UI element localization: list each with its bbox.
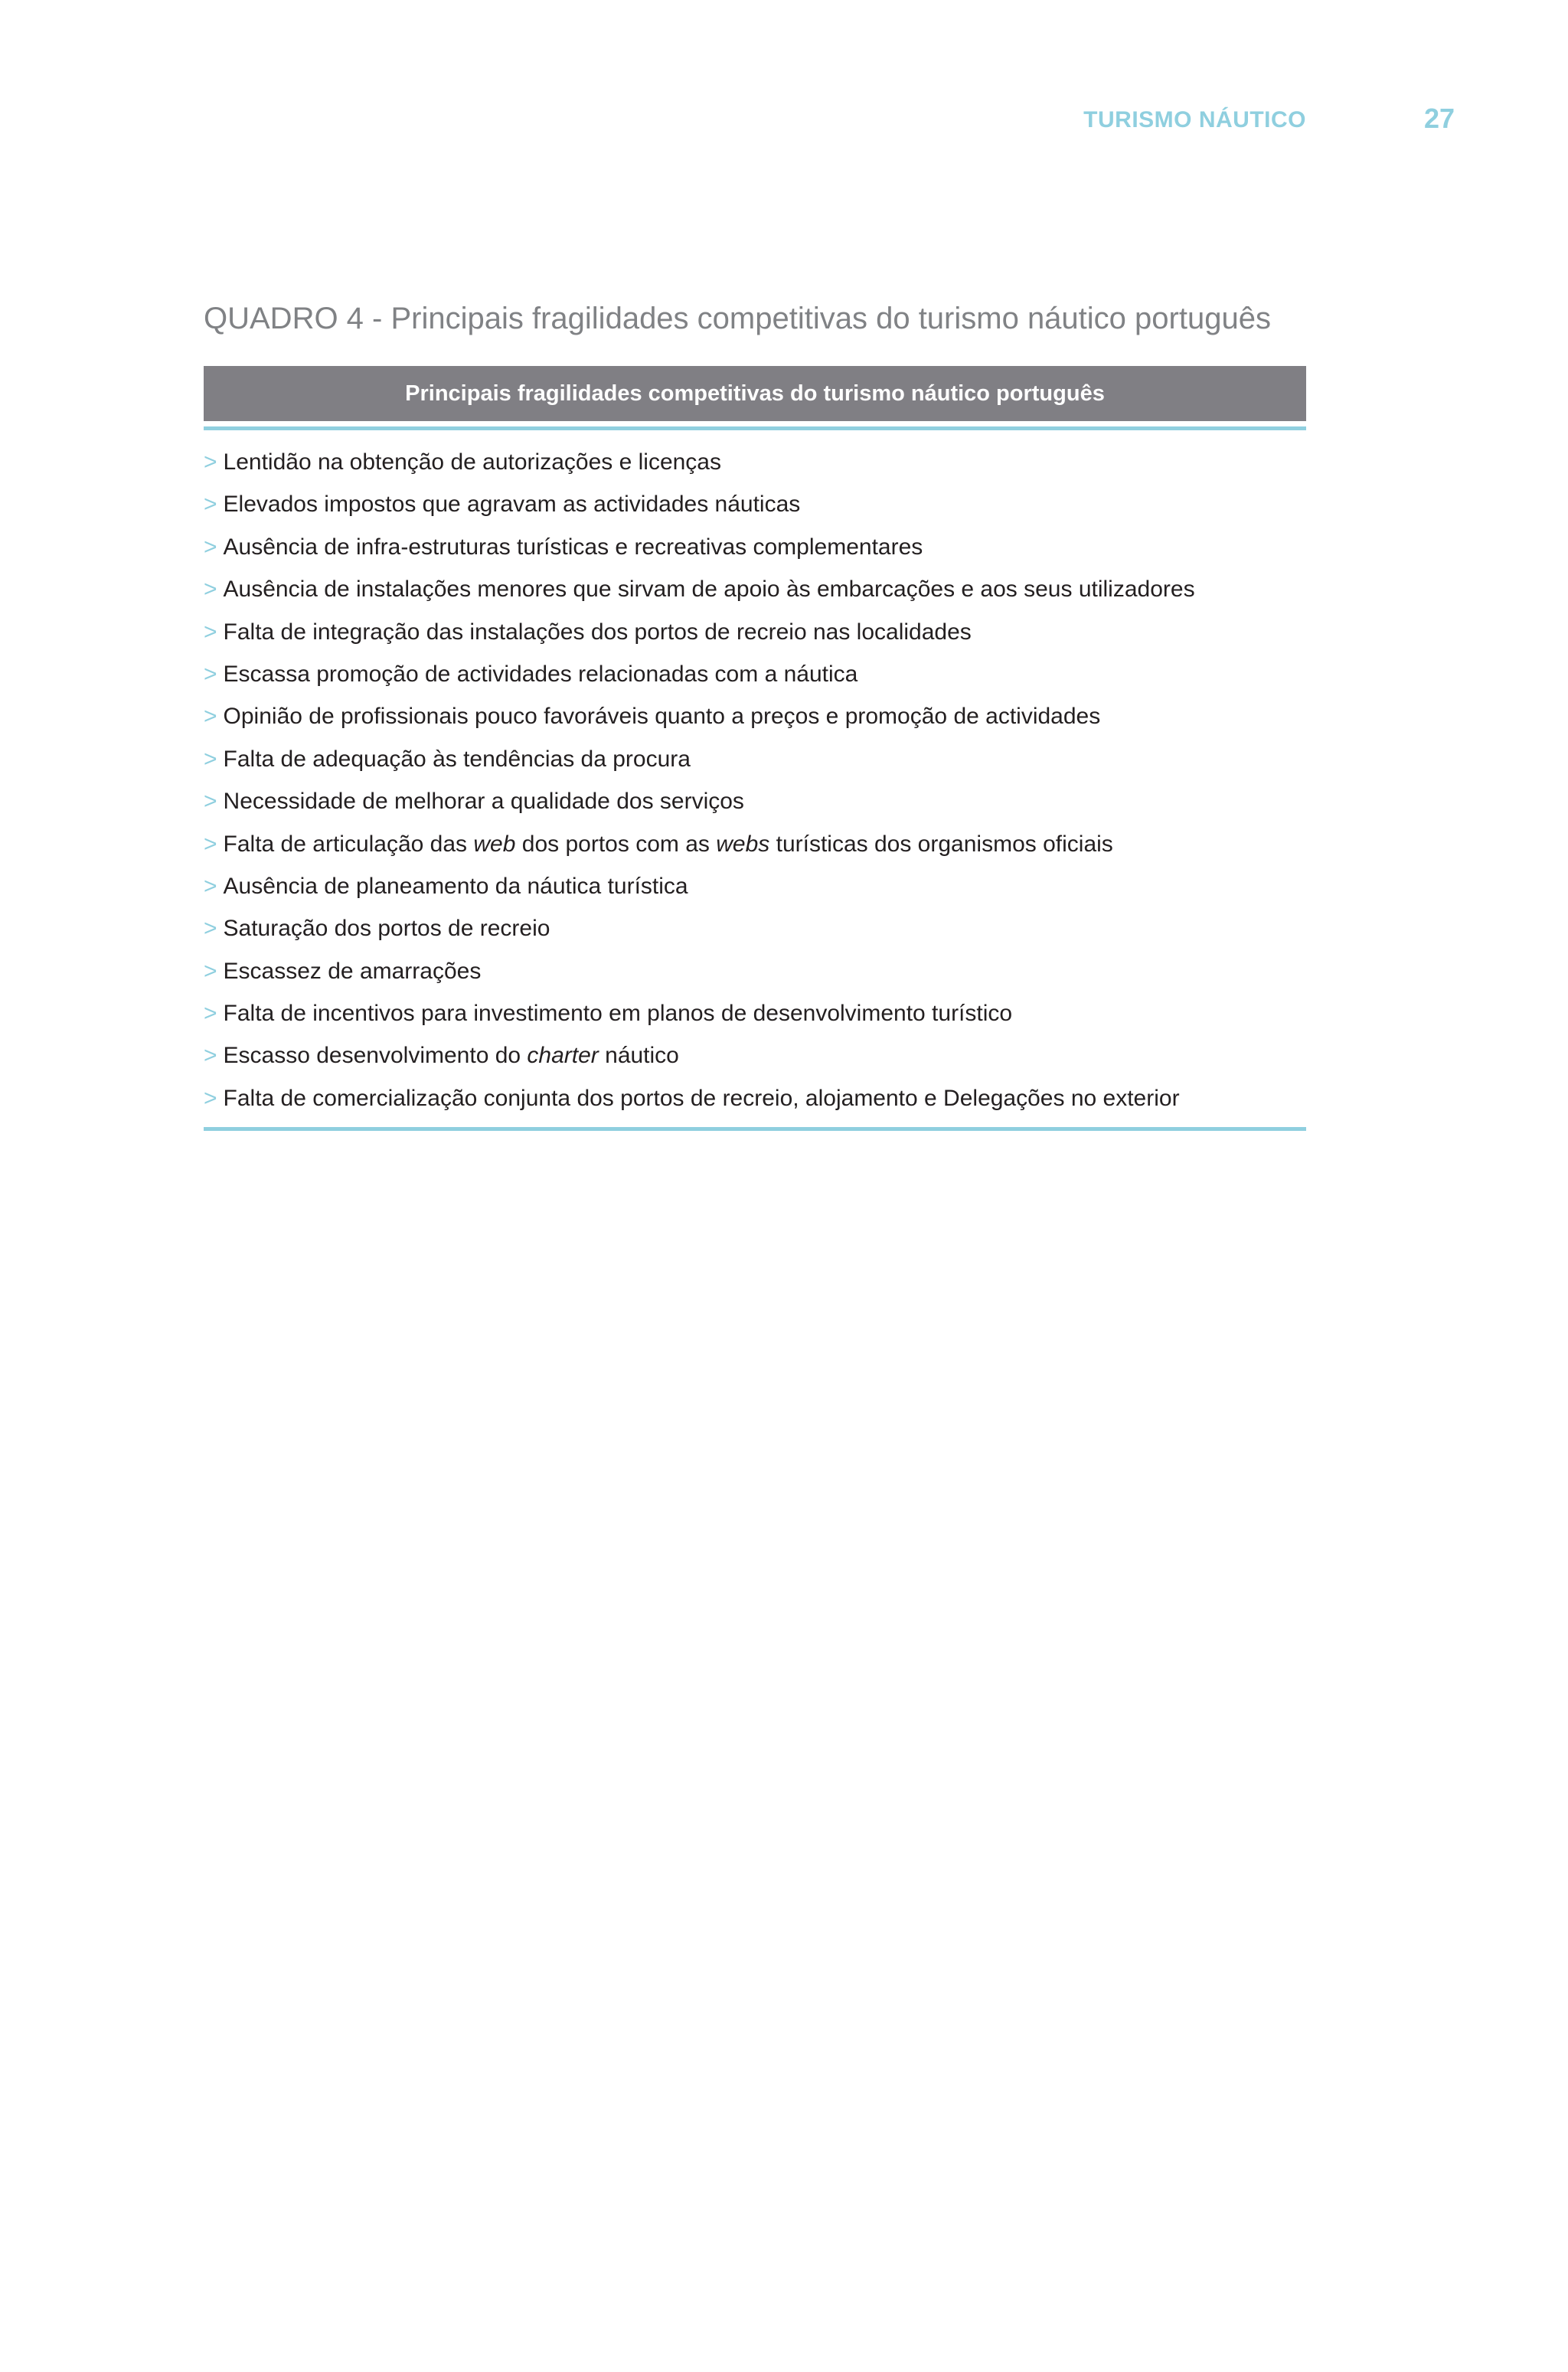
list-item bbox=[204, 568, 1306, 610]
list-item-text: Escassez de amarrações bbox=[223, 958, 482, 984]
list-item-text: Falta de comercialização conjunta dos portos de recreio, alojamento e Delegações no exterior bbox=[223, 1085, 1180, 1111]
list-item bbox=[204, 441, 1306, 483]
list-item-text: Escasso desenvolvimento do charter náutico bbox=[223, 1043, 679, 1069]
chevron-right-icon: > bbox=[204, 661, 217, 687]
list-item bbox=[204, 526, 1306, 568]
list-item bbox=[204, 823, 1306, 865]
list-item bbox=[204, 738, 1306, 780]
chevron-right-icon: > bbox=[204, 789, 217, 815]
page-number: 27 bbox=[1423, 103, 1455, 134]
list-item-text: Ausência de instalações menores que sirvam de apoio às embarcações e aos seus utilizadores bbox=[223, 577, 1195, 603]
chevron-right-icon: > bbox=[204, 1043, 217, 1069]
list-item-text: Elevados impostos que agravam as actividades náuticas bbox=[223, 492, 801, 518]
chevron-right-icon: > bbox=[204, 746, 217, 772]
chevron-right-icon: > bbox=[204, 873, 217, 899]
chevron-right-icon: > bbox=[204, 1001, 217, 1027]
chevron-right-icon: > bbox=[204, 1085, 217, 1111]
chevron-right-icon: > bbox=[204, 534, 217, 560]
running-head bbox=[1072, 103, 1455, 141]
chevron-right-icon: > bbox=[204, 958, 217, 984]
section-name: TURISMO NÁUTICO bbox=[1083, 107, 1306, 132]
list-item-text: Ausência de infra-estruturas turísticas e recreativas complementares bbox=[223, 534, 923, 560]
chevron-right-icon: > bbox=[204, 449, 217, 475]
list-item-text: Opinião de profissionais pouco favoráveis quanto a preços e promoção de actividades bbox=[223, 704, 1101, 730]
chevron-right-icon: > bbox=[204, 704, 217, 730]
chevron-right-icon: > bbox=[204, 916, 217, 942]
weakness-list bbox=[204, 430, 1306, 1127]
list-item-text: Escassa promoção de actividades relacionadas com a náutica bbox=[223, 661, 858, 687]
bottom-rule bbox=[204, 1127, 1306, 1131]
weaknesses-table bbox=[204, 366, 1306, 1131]
list-item bbox=[204, 483, 1306, 525]
list-item-text: Necessidade de melhorar a qualidade dos serviços bbox=[223, 789, 744, 815]
list-item-text: Falta de incentivos para investimento em planos de desenvolvimento turístico bbox=[223, 1001, 1013, 1027]
list-item bbox=[204, 865, 1306, 907]
chevron-right-icon: > bbox=[204, 577, 217, 603]
list-item-text: Falta de articulação das web dos portos com as webs turísticas dos organismos oficiais bbox=[223, 831, 1113, 857]
chevron-right-icon: > bbox=[204, 619, 217, 645]
list-item-text: Falta de integração das instalações dos portos de recreio nas localidades bbox=[223, 619, 972, 645]
list-item-text: Ausência de planeamento da náutica turística bbox=[223, 873, 688, 899]
chevron-right-icon: > bbox=[204, 492, 217, 518]
list-item-text: Lentidão na obtenção de autorizações e licenças bbox=[223, 449, 721, 475]
list-item-text: Saturação dos portos de recreio bbox=[223, 916, 550, 942]
table-caption: QUADRO 4 - Principais fragilidades competitivas do turismo náutico português bbox=[204, 302, 1271, 335]
list-item bbox=[204, 611, 1306, 653]
list-item bbox=[204, 1077, 1306, 1119]
list-item bbox=[204, 653, 1306, 695]
list-item bbox=[204, 780, 1306, 822]
chevron-right-icon: > bbox=[204, 831, 217, 857]
list-item bbox=[204, 1034, 1306, 1077]
list-item bbox=[204, 992, 1306, 1034]
list-item-text: Falta de adequação às tendências da procura bbox=[223, 746, 691, 772]
list-item bbox=[204, 950, 1306, 992]
list-item bbox=[204, 907, 1306, 949]
table-header: Principais fragilidades competitivas do turismo náutico português bbox=[204, 366, 1306, 421]
list-item bbox=[204, 695, 1306, 737]
